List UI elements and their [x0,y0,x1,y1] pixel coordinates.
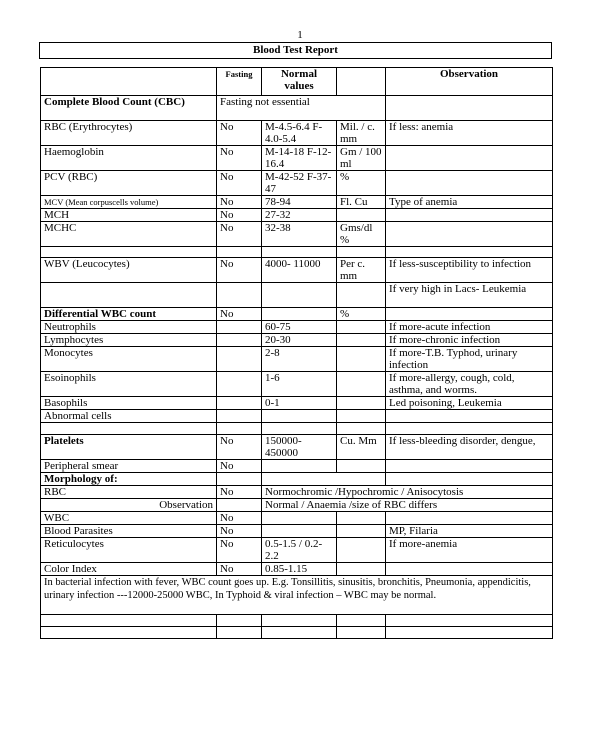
normal-value: 27-32 [262,209,337,222]
cell-empty [41,627,217,639]
header-fasting: Fasting [217,68,262,96]
unit: % [337,171,386,196]
test-name: Peripheral smear [41,460,217,473]
unit [337,538,386,563]
test-name: Basophils [41,397,217,410]
fasting-value [217,372,262,397]
test-name: Color Index [41,563,217,576]
unit: Mil. / c. mm [337,121,386,146]
fasting-value [217,347,262,372]
cell-empty [386,96,553,121]
unit [337,563,386,576]
table-row [41,334,553,347]
cbc-label: Complete Blood Count (CBC) [41,96,217,121]
fasting-value: No [217,308,262,321]
table-row [41,283,553,308]
test-name: Differential WBC count [41,308,217,321]
unit [337,525,386,538]
table-row [41,209,553,222]
observation: If more-acute infection [386,321,553,334]
observation: If more-allergy, cough, cold, asthma, and worms. [386,372,553,397]
observation: If very high in Lacs- Leukemia [386,283,553,308]
test-name: WBV (Leucocytes) [41,258,217,283]
observation: MP, Filaria [386,525,553,538]
normal-value: 20-30 [262,334,337,347]
cell-empty [41,283,217,308]
normal-value [262,308,337,321]
normal-value: M-42-52 F-37-47 [262,171,337,196]
fasting-value: No [217,460,262,473]
page-number: 1 [297,29,303,41]
normal-value: 4000- 11000 [262,258,337,283]
normal-value: Normochromic /Hypochromic / Anisocytosis [262,486,553,499]
fasting-value: No [217,171,262,196]
normal-value: 1-6 [262,372,337,397]
table-row [41,247,553,258]
test-name: Morphology of: [41,473,217,486]
note-text: In bacterial infection with fever, WBC count goes up. E.g. Tonsillitis, sinusitis, bronchitis, Pneumonia, appendicitis, urinary infection ---12000-25000 WBC, In Typhoid & viral infection – WBC may be normal. [41,576,553,615]
observation [386,146,553,171]
normal-value [262,525,337,538]
cell-empty [262,615,337,627]
table-row [41,435,553,460]
observation [386,308,553,321]
table-row [41,460,553,473]
unit [337,397,386,410]
cell-empty [337,283,386,308]
cell-empty [386,410,553,423]
observation: If more-T.B. Typhod, urinary infection [386,347,553,372]
table-row [41,347,553,372]
table-row [41,397,553,410]
unit [337,460,386,473]
normal-value [262,512,337,525]
observation: If less-bleeding disorder, dengue, [386,435,553,460]
cell-empty [386,247,553,258]
header-test [41,68,217,96]
normal-value [262,460,337,473]
fasting-value: No [217,563,262,576]
unit [337,372,386,397]
test-name: WBC [41,512,217,525]
observation: If less-susceptibility to infection [386,258,553,283]
unit [337,347,386,372]
test-name: RBC [41,486,217,499]
table-row [41,308,553,321]
table-row [41,372,553,397]
cell-empty [386,627,553,639]
cell-empty [217,423,262,435]
note-row [41,576,553,615]
table-row [41,222,553,247]
normal-value: M-14-18 F-12-16.4 [262,146,337,171]
normal-value: 150000- 450000 [262,435,337,460]
normal-value: 78-94 [262,196,337,209]
observation [386,512,553,525]
cell-empty [217,615,262,627]
unit [337,209,386,222]
header-row [41,68,553,96]
cell-empty [386,423,553,435]
blood-test-table [40,67,553,639]
table-row [41,512,553,525]
table-row [41,423,553,435]
test-name: Observation [41,499,217,512]
normal-value: 0.85-1.15 [262,563,337,576]
fasting-value: No [217,121,262,146]
normal-value: Normal / Anaemia /size of RBC differs [262,499,553,512]
cell-empty [217,247,262,258]
fasting-value: No [217,146,262,171]
observation: If less: anemia [386,121,553,146]
table-row [41,171,553,196]
observation [386,171,553,196]
observation: If more-anemia [386,538,553,563]
cell-empty [337,247,386,258]
cell-empty [217,473,262,486]
normal-value: 60-75 [262,321,337,334]
normal-value: 0-1 [262,397,337,410]
unit [337,334,386,347]
fasting-value: No [217,538,262,563]
cell-empty [217,627,262,639]
fasting-value: No [217,222,262,247]
observation [386,222,553,247]
fasting-value [217,397,262,410]
table-row [41,525,553,538]
cell-empty [386,615,553,627]
test-name: Lymphocytes [41,334,217,347]
table-row [41,499,553,512]
table-row [41,96,553,121]
fasting-value [217,321,262,334]
test-name: Neutrophils [41,321,217,334]
fasting-value [217,499,262,512]
header-unit [337,68,386,96]
test-name: Reticulocytes [41,538,217,563]
cell-empty [337,423,386,435]
test-name: MCHC [41,222,217,247]
cell-empty [337,627,386,639]
report-title: Blood Test Report [39,42,552,59]
test-name: Abnormal cells [41,410,217,423]
test-name: Esoinophils [41,372,217,397]
cell-empty [262,283,337,308]
fasting-value: No [217,486,262,499]
unit: Cu. Mm [337,435,386,460]
test-name: Haemoglobin [41,146,217,171]
fasting-value [217,334,262,347]
unit [337,512,386,525]
header-observation: Observation [386,68,553,96]
table-row [41,473,553,486]
table-row [41,410,553,423]
cell-empty [217,283,262,308]
unit: Per c. mm [337,258,386,283]
table-row [41,627,553,639]
table-row [41,121,553,146]
normal-value: M-4.5-6.4 F-4.0-5.4 [262,121,337,146]
fasting-value: No [217,525,262,538]
normal-value: 0.5-1.5 / 0.2-2.2 [262,538,337,563]
normal-value: 2-8 [262,347,337,372]
cell-empty [337,615,386,627]
cell-empty [386,473,553,486]
observation [386,460,553,473]
unit [337,321,386,334]
header-normal-values: Normal values [262,68,337,96]
cell-empty [41,615,217,627]
fasting-value: No [217,258,262,283]
table-row [41,321,553,334]
observation [386,209,553,222]
normal-value: 32-38 [262,222,337,247]
observation: Led poisoning, Leukemia [386,397,553,410]
table-row [41,486,553,499]
test-name: PCV (RBC) [41,171,217,196]
cell-empty [262,410,337,423]
cell-empty [262,473,386,486]
cell-empty [337,410,386,423]
fasting-value: No [217,512,262,525]
table-row [41,615,553,627]
unit: % [337,308,386,321]
test-name: Monocytes [41,347,217,372]
fasting-value: No [217,209,262,222]
test-name: Blood Parasites [41,525,217,538]
test-name: MCH [41,209,217,222]
cell-empty [262,627,337,639]
observation [386,563,553,576]
cbc-fasting: Fasting not essential [217,96,386,121]
fasting-value: No [217,196,262,209]
table-row [41,563,553,576]
unit: Gm / 100 ml [337,146,386,171]
table-row [41,538,553,563]
observation: Type of anemia [386,196,553,209]
fasting-value: No [217,435,262,460]
cell-empty [217,410,262,423]
unit: Fl. Cu [337,196,386,209]
observation: If more-chronic infection [386,334,553,347]
table-row [41,146,553,171]
cell-empty [262,423,337,435]
table-row [41,258,553,283]
test-name: RBC (Erythrocytes) [41,121,217,146]
cell-empty [262,247,337,258]
cell-empty [41,247,217,258]
test-name: MCV (Mean corpuscells volume) [41,196,217,209]
cell-empty [41,423,217,435]
unit: Gms/dl % [337,222,386,247]
test-name: Platelets [41,435,217,460]
table-row [41,196,553,209]
